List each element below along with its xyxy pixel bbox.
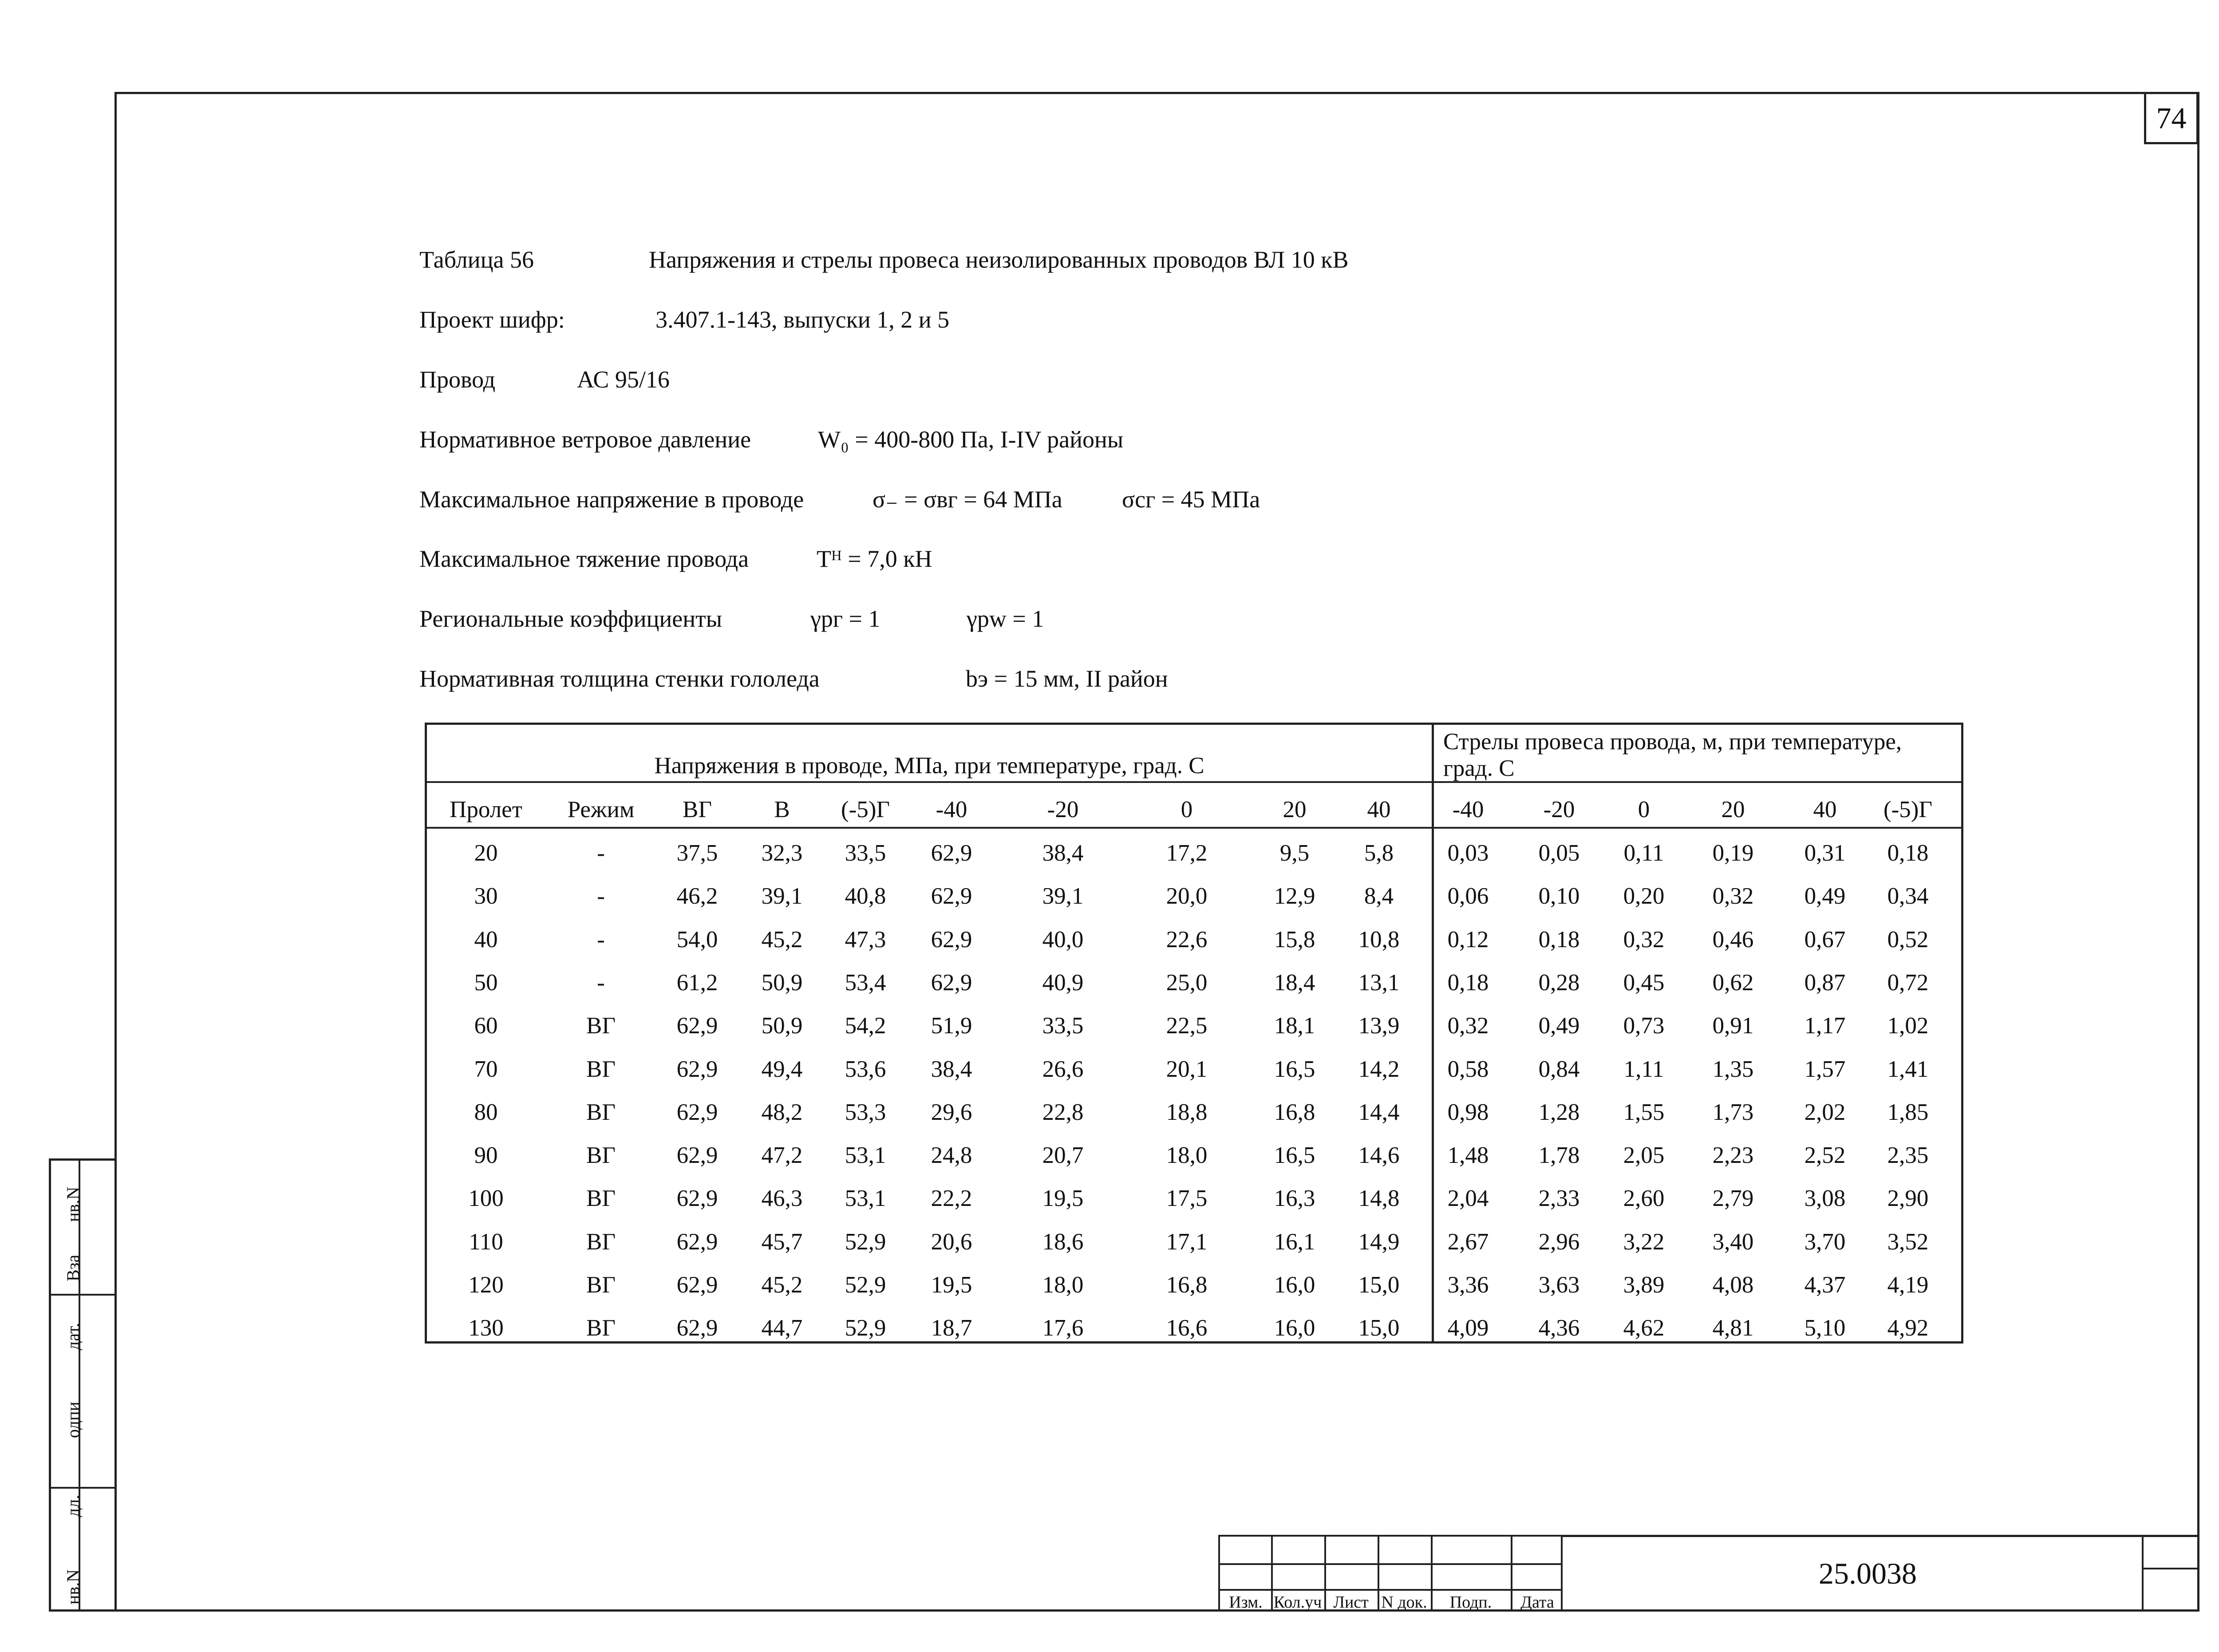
table-cell: 51,9: [931, 1013, 972, 1039]
table-cell: 16,5: [1274, 1142, 1315, 1168]
table-cell: 4,19: [1887, 1272, 1929, 1298]
table-cell: 3,52: [1887, 1229, 1929, 1255]
grid-col-line: [1511, 1537, 1512, 1610]
table-cell: 22,2: [931, 1186, 972, 1211]
table-cell: 0,67: [1804, 927, 1846, 952]
table-cell: 0,46: [1712, 927, 1754, 952]
table-cell: 54,0: [676, 927, 718, 952]
table-cell: 20,1: [1166, 1056, 1208, 1082]
wire-value: АС 95/16: [577, 366, 670, 393]
table-cell: 16,5: [1274, 1056, 1315, 1082]
stamp-label: дл.: [63, 1494, 83, 1517]
table-cell: 20,6: [931, 1229, 972, 1255]
table-cell: 9,5: [1279, 840, 1310, 866]
table-cell: 2,52: [1804, 1142, 1846, 1168]
table-cell: 25,0: [1166, 970, 1208, 996]
stamp-label: одпи: [63, 1401, 83, 1438]
table-cell: 62,9: [676, 1056, 718, 1082]
table-cell: -: [597, 840, 605, 866]
table-title: Напряжения и стрелы провеса неизолированных проводов ВЛ 10 кВ: [649, 246, 1349, 273]
table-cell: 1,78: [1538, 1142, 1580, 1168]
table-cell: 0,12: [1447, 927, 1489, 952]
table-cell: 62,9: [676, 1099, 718, 1125]
table-cell: 62,9: [676, 1229, 718, 1255]
table-cell: 100: [468, 1186, 504, 1211]
table-cell: 16,6: [1166, 1315, 1208, 1341]
stamp-label: нв.N: [63, 1186, 83, 1222]
table-cell: 46,2: [676, 883, 718, 909]
table-cell: 0,20: [1623, 883, 1665, 909]
column-header: -20: [1047, 797, 1079, 822]
table-cell: 16,0: [1274, 1272, 1315, 1298]
column-header: 20: [1283, 797, 1307, 822]
ice-label: Нормативная толщина стенки гололеда: [419, 665, 820, 692]
table-cell: 1,73: [1712, 1099, 1754, 1125]
table-cell: 61,2: [676, 970, 718, 996]
table-cell: 4,92: [1887, 1315, 1929, 1341]
project-label: Проект шифр:: [419, 306, 565, 333]
table-cell: 2,33: [1538, 1186, 1580, 1211]
table-cell: 70: [474, 1056, 498, 1082]
table-cell: 22,6: [1166, 927, 1208, 952]
column-header: 40: [1367, 797, 1391, 822]
table-cell: 37,5: [676, 840, 718, 866]
table-cell: 13,1: [1358, 970, 1400, 996]
table-cell: 38,4: [931, 1056, 972, 1082]
table-cell: 16,8: [1166, 1272, 1208, 1298]
table-cell: 20,7: [1042, 1142, 1084, 1168]
table-cell: 30: [474, 883, 498, 909]
table-cell: 0,52: [1887, 927, 1929, 952]
stamp-row-line: [51, 1487, 115, 1489]
table-cell: 5,10: [1804, 1315, 1846, 1341]
table-cell: 16,3: [1274, 1186, 1315, 1211]
table-cell: 5,8: [1364, 840, 1394, 866]
wind-value: W₀ = 400-800 Па, I-IV районы: [818, 426, 1124, 453]
table-cell: 62,9: [676, 1013, 718, 1039]
table-cell: 1,28: [1538, 1099, 1580, 1125]
table-cell: 40,9: [1042, 970, 1084, 996]
stamp-row-line: [51, 1294, 115, 1296]
table-cell: 16,0: [1274, 1315, 1315, 1341]
table-cell: 18,6: [1042, 1229, 1084, 1255]
table-cell: 3,22: [1623, 1229, 1665, 1255]
table-cell: 52,9: [845, 1272, 886, 1298]
side-stamp: [49, 1158, 115, 1612]
table-cell: 4,08: [1712, 1272, 1754, 1298]
table-cell: 17,1: [1166, 1229, 1208, 1255]
table-cell: 53,1: [845, 1142, 886, 1168]
stress-sag-table: [425, 723, 1963, 1344]
table-label: Таблица 56: [419, 246, 534, 273]
table-cell: 17,5: [1166, 1186, 1208, 1211]
table-cell: 0,45: [1623, 970, 1665, 996]
table-cell: 18,0: [1042, 1272, 1084, 1298]
page-number: 74: [2144, 92, 2199, 144]
table-cell: 0,32: [1447, 1013, 1489, 1039]
table-cell: 45,2: [761, 927, 803, 952]
table-cell: 0,10: [1538, 883, 1580, 909]
group-header-sag-line2: град. С: [1443, 755, 1515, 781]
table-cell: 38,4: [1042, 840, 1084, 866]
table-cell: 18,7: [931, 1315, 972, 1341]
table-cell: 45,7: [761, 1229, 803, 1255]
group-header-sag: [1443, 728, 1958, 782]
title-block: [1218, 1535, 2199, 1612]
table-cell: 13,9: [1358, 1013, 1400, 1039]
table-cell: 33,5: [1042, 1013, 1084, 1039]
column-header: -40: [1452, 797, 1484, 822]
column-header: ВГ: [683, 797, 712, 822]
table-cell: 54,2: [845, 1013, 886, 1039]
table-cell: 18,8: [1166, 1099, 1208, 1125]
stamp-label: дат.: [63, 1323, 83, 1350]
table-cell: 46,3: [761, 1186, 803, 1211]
table-cell: -: [597, 927, 605, 952]
table-cell: 1,35: [1712, 1056, 1754, 1082]
table-cell: ВГ: [586, 1099, 616, 1125]
maxpull-label: Максимальное тяжение провода: [419, 545, 749, 572]
stamp-label: нв.N: [63, 1569, 83, 1605]
grid-col-line: [1431, 1537, 1433, 1610]
project-value: 3.407.1-143, выпуски 1, 2 и 5: [655, 306, 950, 333]
table-cell: 0,32: [1623, 927, 1665, 952]
table-cell: 62,9: [931, 927, 972, 952]
table-cell: 14,4: [1358, 1099, 1400, 1125]
column-header: 40: [1813, 797, 1837, 822]
table-cell: 48,2: [761, 1099, 803, 1125]
table-cell: 2,05: [1623, 1142, 1665, 1168]
table-cell: 50,9: [761, 970, 803, 996]
table-cell: 0,19: [1712, 840, 1754, 866]
table-cell: 3,63: [1538, 1272, 1580, 1298]
grid-col-line: [1324, 1537, 1326, 1610]
table-cell: 14,9: [1358, 1229, 1400, 1255]
table-cell: 2,35: [1887, 1142, 1929, 1168]
title-top-line: [1563, 1535, 2199, 1537]
table-cell: 2,90: [1887, 1186, 1929, 1211]
column-header: 0: [1181, 797, 1193, 822]
table-cell: 15,8: [1274, 927, 1315, 952]
regional-value-1: γрг = 1: [810, 605, 880, 632]
regional-value-2: γpw = 1: [967, 605, 1044, 632]
column-header: (-5)Г: [841, 797, 890, 822]
table-cell: 1,17: [1804, 1013, 1846, 1039]
table-cell: -: [597, 970, 605, 996]
column-header: 0: [1638, 797, 1650, 822]
table-cell: 1,55: [1623, 1099, 1665, 1125]
table-cell: 0,58: [1447, 1056, 1489, 1082]
table-cell: 2,79: [1712, 1186, 1754, 1211]
table-cell: ВГ: [586, 1142, 616, 1168]
table-cell: 1,41: [1887, 1056, 1929, 1082]
table-cell: 53,3: [845, 1099, 886, 1125]
table-cell: 0,18: [1538, 927, 1580, 952]
table-cell: 0,11: [1623, 840, 1664, 866]
regional-label: Региональные коэффициенты: [419, 605, 723, 632]
caption-podp: Подп.: [1449, 1593, 1492, 1612]
table-cell: 0,87: [1804, 970, 1846, 996]
table-cell: 4,36: [1538, 1315, 1580, 1341]
maxpull-value: Тᴴ = 7,0 кН: [817, 545, 932, 572]
table-cell: 10,8: [1358, 927, 1400, 952]
table-cell: ВГ: [586, 1315, 616, 1341]
table-cell: 62,9: [931, 970, 972, 996]
table-cell: 2,23: [1712, 1142, 1754, 1168]
caption-list: Лист: [1333, 1593, 1369, 1612]
table-cell: 4,62: [1623, 1315, 1665, 1341]
table-cell: 60: [474, 1013, 498, 1039]
table-cell: 4,37: [1804, 1272, 1846, 1298]
maxstress-value-2: σсг = 45 МПа: [1122, 486, 1260, 513]
table-cell: ВГ: [586, 1272, 616, 1298]
wind-label: Нормативное ветровое давление: [419, 426, 751, 453]
table-cell: 3,40: [1712, 1229, 1754, 1255]
table-cell: 15,0: [1358, 1272, 1400, 1298]
document-code: 25.0038: [1819, 1557, 1917, 1590]
maxstress-value-1: σ₋ = σвг = 64 МПа: [873, 486, 1062, 513]
stamp-label: Вза: [63, 1254, 83, 1281]
table-cell: 17,6: [1042, 1315, 1084, 1341]
table-cell: 0,49: [1804, 883, 1846, 909]
table-cell: 1,48: [1447, 1142, 1489, 1168]
column-header: Пролет: [450, 797, 522, 822]
table-cell: 1,85: [1887, 1099, 1929, 1125]
table-cell: 3,70: [1804, 1229, 1846, 1255]
table-cell: 50: [474, 970, 498, 996]
table-cell: 0,73: [1623, 1013, 1665, 1039]
table-cell: 0,06: [1447, 883, 1489, 909]
caption-izm: Изм.: [1229, 1593, 1263, 1612]
table-cell: 53,4: [845, 970, 886, 996]
table-cell: ВГ: [586, 1229, 616, 1255]
table-cell: 26,6: [1042, 1056, 1084, 1082]
group-header-stress: Напряжения в проводе, МПа, при температуре, град. С: [654, 753, 1204, 779]
table-cell: 20,0: [1166, 883, 1208, 909]
table-cell: 24,8: [931, 1142, 972, 1168]
table-cell: 39,1: [761, 883, 803, 909]
table-cell: 47,2: [761, 1142, 803, 1168]
table-cell: 2,60: [1623, 1186, 1665, 1211]
caption-kol-uch: Кол.уч: [1273, 1593, 1322, 1612]
table-cell: 0,03: [1447, 840, 1489, 866]
table-cell: 0,28: [1538, 970, 1580, 996]
table-cell: ВГ: [586, 1056, 616, 1082]
table-cell: 50,9: [761, 1013, 803, 1039]
stamp-divider: [79, 1161, 80, 1609]
revision-grid: [1218, 1535, 1563, 1612]
column-header: (-5)Г: [1883, 797, 1933, 822]
table-cell: 18,1: [1274, 1013, 1315, 1039]
table-cell: 45,2: [761, 1272, 803, 1298]
caption-data: Дата: [1520, 1593, 1554, 1612]
grid-col-line: [1378, 1537, 1379, 1610]
table-cell: 80: [474, 1099, 498, 1125]
table-cell: 0,49: [1538, 1013, 1580, 1039]
table-cell: -: [597, 883, 605, 909]
table-cell: 39,1: [1042, 883, 1084, 909]
table-cell: 62,9: [676, 1272, 718, 1298]
table-cell: 1,11: [1623, 1056, 1664, 1082]
table-cell: 62,9: [676, 1142, 718, 1168]
table-cell: 22,5: [1166, 1013, 1208, 1039]
table-cell: 33,5: [845, 840, 886, 866]
table-cell: 0,32: [1712, 883, 1754, 909]
table-cell: 3,89: [1623, 1272, 1665, 1298]
table-cell: 2,04: [1447, 1186, 1489, 1211]
table-cell: 47,3: [845, 927, 886, 952]
table-cell: 0,18: [1447, 970, 1489, 996]
table-cell: 62,9: [931, 883, 972, 909]
table-cell: 19,5: [931, 1272, 972, 1298]
table-cell: 52,9: [845, 1229, 886, 1255]
table-cell: 62,9: [931, 840, 972, 866]
table-cell: 1,02: [1887, 1013, 1929, 1039]
table-cell: 0,91: [1712, 1013, 1754, 1039]
table-cell: 53,1: [845, 1186, 886, 1211]
ice-value: bэ = 15 мм, II район: [966, 665, 1168, 692]
table-cell: 40: [474, 927, 498, 952]
table-cell: 120: [468, 1272, 504, 1298]
column-header-line: [427, 827, 1961, 829]
wire-label: Провод: [419, 366, 496, 393]
table-cell: 14,6: [1358, 1142, 1400, 1168]
table-cell: 0,98: [1447, 1099, 1489, 1125]
table-cell: 22,8: [1042, 1099, 1084, 1125]
table-cell: 4,81: [1712, 1315, 1754, 1341]
table-cell: 4,09: [1447, 1315, 1489, 1341]
table-cell: ВГ: [586, 1186, 616, 1211]
column-header: В: [774, 797, 790, 822]
table-cell: 49,4: [761, 1056, 803, 1082]
column-header: -20: [1543, 797, 1575, 822]
table-cell: 29,6: [931, 1099, 972, 1125]
table-cell: 90: [474, 1142, 498, 1168]
table-cell: 110: [469, 1229, 503, 1255]
table-cell: 62,9: [676, 1186, 718, 1211]
maxstress-label: Максимальное напряжение в проводе: [419, 486, 804, 513]
group-divider: [1432, 725, 1434, 1341]
table-cell: 2,02: [1804, 1099, 1846, 1125]
table-cell: 1,57: [1804, 1056, 1846, 1082]
table-cell: 0,05: [1538, 840, 1580, 866]
table-cell: 40,0: [1042, 927, 1084, 952]
column-header: 20: [1721, 797, 1745, 822]
table-cell: 14,8: [1358, 1186, 1400, 1211]
table-cell: 20: [474, 840, 498, 866]
caption-n-dok: N док.: [1381, 1593, 1427, 1612]
column-header: -40: [936, 797, 967, 822]
table-cell: 53,6: [845, 1056, 886, 1082]
table-cell: 16,1: [1274, 1229, 1315, 1255]
table-cell: 32,3: [761, 840, 803, 866]
grid-col-line: [1271, 1537, 1273, 1610]
table-cell: 3,36: [1447, 1272, 1489, 1298]
table-cell: 17,2: [1166, 840, 1208, 866]
table-cell: 18,0: [1166, 1142, 1208, 1168]
table-cell: 52,9: [845, 1315, 886, 1341]
table-cell: 40,8: [845, 883, 886, 909]
column-header: Режим: [567, 797, 635, 822]
table-cell: ВГ: [586, 1013, 616, 1039]
table-cell: 2,67: [1447, 1229, 1489, 1255]
table-cell: 16,8: [1274, 1099, 1315, 1125]
table-cell: 18,4: [1274, 970, 1315, 996]
table-cell: 14,2: [1358, 1056, 1400, 1082]
table-cell: 2,96: [1538, 1229, 1580, 1255]
table-cell: 130: [468, 1315, 504, 1341]
table-cell: 44,7: [761, 1315, 803, 1341]
table-cell: 15,0: [1358, 1315, 1400, 1341]
table-cell: 0,34: [1887, 883, 1929, 909]
table-cell: 19,5: [1042, 1186, 1084, 1211]
table-cell: 12,9: [1274, 883, 1315, 909]
table-cell: 0,72: [1887, 970, 1929, 996]
table-cell: 0,84: [1538, 1056, 1580, 1082]
sheet-box: [2142, 1535, 2199, 1612]
table-cell: 3,08: [1804, 1186, 1846, 1211]
group-header-sag-line1: Стрелы провеса провода, м, при температуре,: [1443, 729, 1902, 755]
table-cell: 62,9: [676, 1315, 718, 1341]
table-cell: 8,4: [1364, 883, 1394, 909]
table-cell: 0,18: [1887, 840, 1929, 866]
table-cell: 0,31: [1804, 840, 1846, 866]
table-cell: 0,62: [1712, 970, 1754, 996]
